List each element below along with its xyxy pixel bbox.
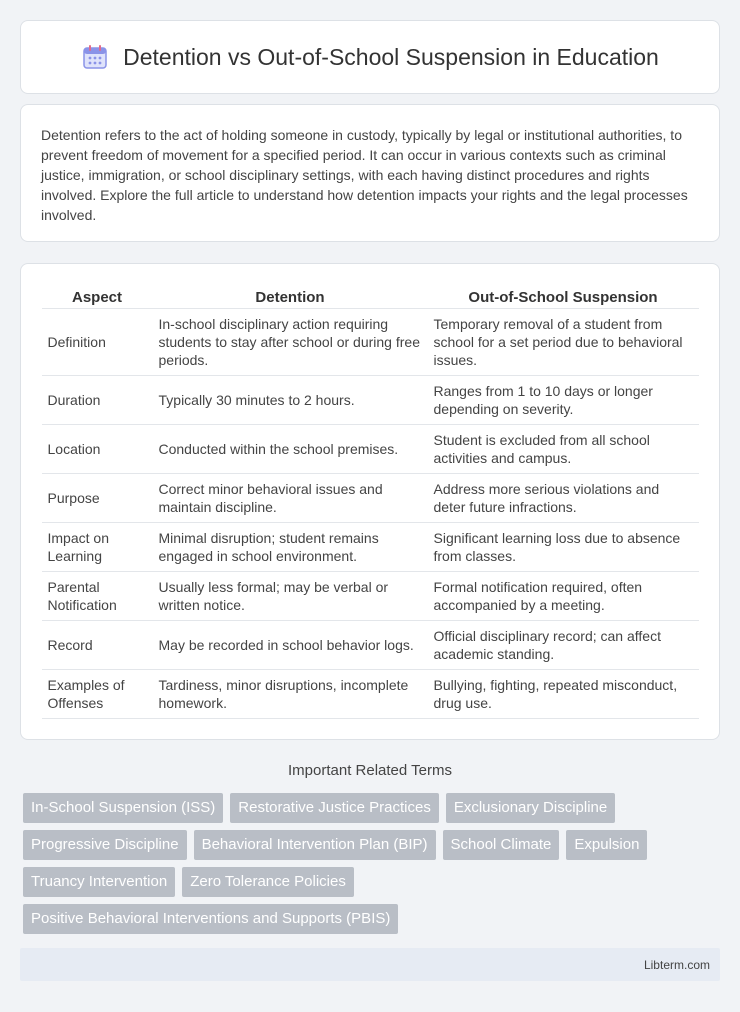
- related-term-tag[interactable]: Exclusionary Discipline: [446, 793, 615, 823]
- cell-detention: May be recorded in school behavior logs.: [153, 621, 428, 670]
- cell-suspension: Bullying, fighting, repeated misconduct, drug use.: [428, 670, 699, 719]
- header-detention: Detention: [153, 284, 428, 309]
- cell-detention: Tardiness, minor disruptions, incomplete homework.: [153, 670, 428, 719]
- related-terms-list: [23, 793, 703, 934]
- header-card: [20, 20, 720, 94]
- cell-aspect: Examples of Offenses: [42, 670, 153, 719]
- calendar-icon: [81, 43, 109, 71]
- table-row: [42, 670, 699, 719]
- header-aspect: Aspect: [42, 284, 153, 309]
- header-suspension: Out-of-School Suspension: [428, 284, 699, 309]
- related-terms-title: Important Related Terms: [288, 762, 452, 779]
- cell-detention: Typically 30 minutes to 2 hours.: [153, 376, 428, 425]
- comparison-table-card: [20, 263, 720, 740]
- intro-card: [20, 104, 720, 242]
- cell-detention: Conducted within the school premises.: [153, 425, 428, 474]
- table-row: [42, 572, 699, 621]
- comparison-table: [42, 284, 699, 719]
- related-term-tag[interactable]: School Climate: [443, 830, 560, 860]
- related-term-tag[interactable]: Behavioral Intervention Plan (BIP): [194, 830, 436, 860]
- cell-aspect: Parental Notification: [42, 572, 153, 621]
- table-row: [42, 376, 699, 425]
- page-title: Detention vs Out-of-School Suspension in Education: [123, 43, 659, 70]
- table-row: [42, 425, 699, 474]
- related-term-tag[interactable]: Truancy Intervention: [23, 867, 175, 897]
- cell-suspension: Formal notification required, often accompanied by a meeting.: [428, 572, 699, 621]
- table-row: [42, 621, 699, 670]
- cell-detention: Usually less formal; may be verbal or written notice.: [153, 572, 428, 621]
- related-term-tag[interactable]: Expulsion: [566, 830, 647, 860]
- cell-suspension: Student is excluded from all school activities and campus.: [428, 425, 699, 474]
- cell-suspension: Temporary removal of a student from school for a set period due to behavioral issues.: [428, 309, 699, 376]
- cell-suspension: Significant learning loss due to absence from classes.: [428, 523, 699, 572]
- cell-suspension: Address more serious violations and deter future infractions.: [428, 474, 699, 523]
- cell-aspect: Purpose: [42, 474, 153, 523]
- related-term-tag[interactable]: Positive Behavioral Interventions and Supports (PBIS): [23, 904, 398, 934]
- related-term-tag[interactable]: In-School Suspension (ISS): [23, 793, 223, 823]
- table-row: [42, 474, 699, 523]
- cell-suspension: Official disciplinary record; can affect academic standing.: [428, 621, 699, 670]
- related-term-tag[interactable]: Progressive Discipline: [23, 830, 187, 860]
- related-term-tag[interactable]: Restorative Justice Practices: [230, 793, 439, 823]
- cell-suspension: Ranges from 1 to 10 days or longer depending on severity.: [428, 376, 699, 425]
- cell-detention: Correct minor behavioral issues and maintain discipline.: [153, 474, 428, 523]
- cell-aspect: Record: [42, 621, 153, 670]
- cell-aspect: Definition: [42, 309, 153, 376]
- table-row: [42, 523, 699, 572]
- footer-site-link[interactable]: Libterm.com: [643, 957, 710, 972]
- cell-aspect: Impact on Learning: [42, 523, 153, 572]
- related-term-tag[interactable]: Zero Tolerance Policies: [182, 867, 354, 897]
- intro-paragraph: Detention refers to the act of holding someone in custody, typically by legal or institutional authorities, to prevent freedom of movement for a specified period. It can occur in various contexts such as criminal justice, immigration, or school disciplinary settings, with each having distinct procedures and rights involved. Explore the full article to understand how detention impacts your rights and the legal processes involved.: [41, 127, 688, 223]
- cell-detention: In-school disciplinary action requiring students to stay after school or during free periods.: [153, 309, 428, 376]
- table-row: [42, 309, 699, 376]
- cell-aspect: Location: [42, 425, 153, 474]
- cell-detention: Minimal disruption; student remains engaged in school environment.: [153, 523, 428, 572]
- cell-aspect: Duration: [42, 376, 153, 425]
- table-header-row: [42, 284, 699, 309]
- footer: [20, 948, 720, 981]
